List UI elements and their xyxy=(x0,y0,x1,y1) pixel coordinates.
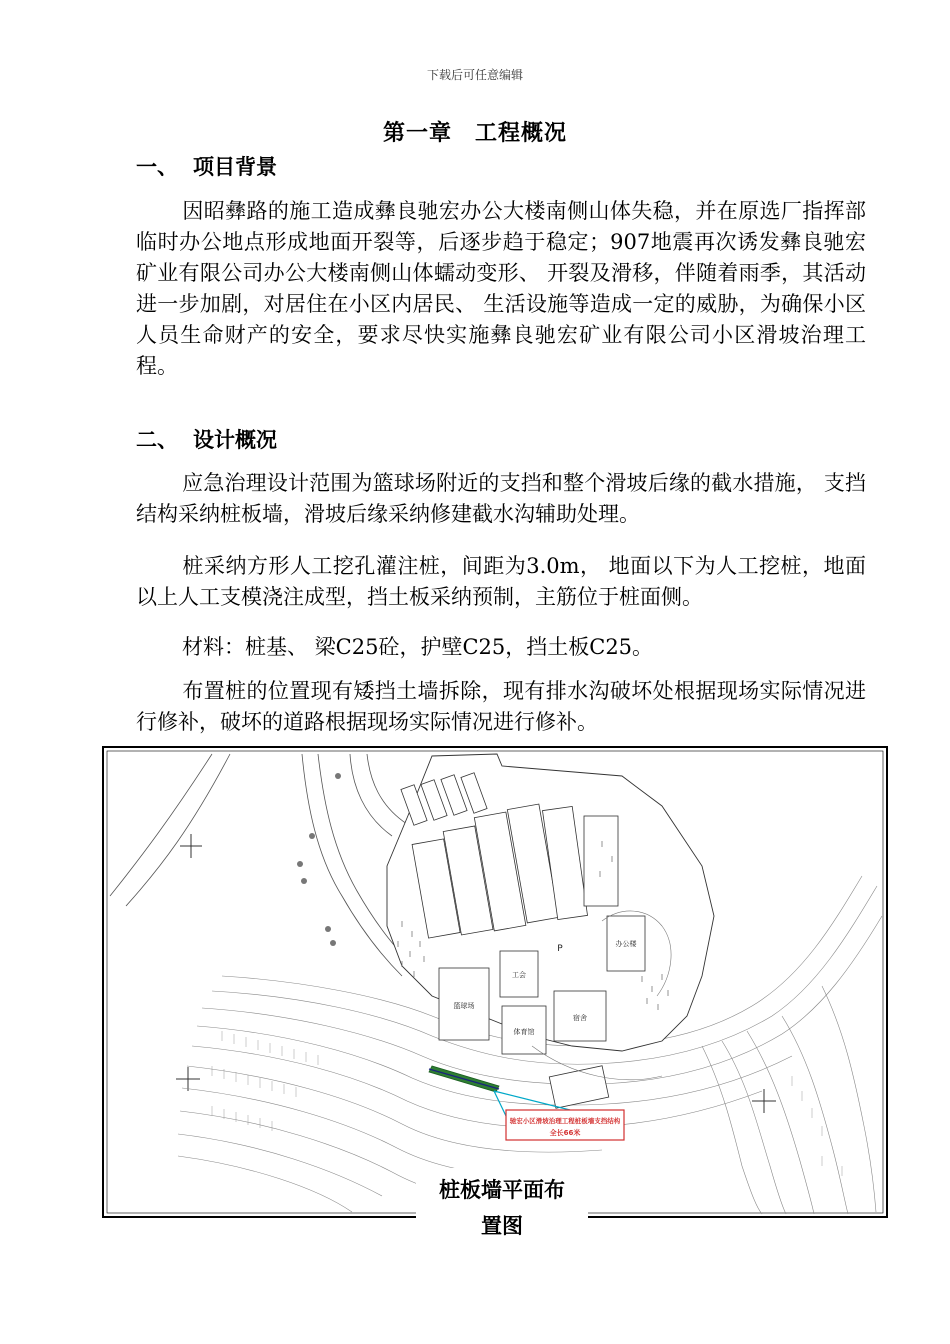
paragraph-text: 材料：桩基、 梁C25砼，护壁C25，挡土板C25。 xyxy=(182,635,654,659)
label-basketball-court: 篮球场 xyxy=(453,1002,475,1010)
section-number: 二、 xyxy=(136,428,178,452)
paragraph-text: 应急治理设计范围为篮球场附近的支挡和整个滑坡后缘的截水措施， 支挡结构采纳桩板墙，滑坡后缘采纳修建截水沟辅助处理。 xyxy=(136,471,866,526)
caption-line: 置图 xyxy=(481,1214,523,1238)
figure-caption xyxy=(416,1172,588,1244)
section-heading-background xyxy=(136,151,277,181)
header-note: 下载后可任意编辑 xyxy=(426,68,523,82)
caption-line: 桩板墙平面布 xyxy=(439,1178,565,1202)
paragraph-pile-method xyxy=(136,551,866,613)
label-dorm: 宿舍 xyxy=(573,1014,587,1022)
site-plan-drawing xyxy=(102,746,888,1218)
paragraph-materials xyxy=(136,632,866,663)
paragraph-text: 桩采纳方形人工挖孔灌注桩，间距为3.0m， 地面以下为人工挖桩，地面以上人工支模浇注成型，挡土板采纳预制，主筋位于桩面侧。 xyxy=(136,554,866,609)
callout-length: 全长66米 xyxy=(549,1129,581,1137)
paragraph-design-scope xyxy=(136,468,866,530)
paragraph-layout xyxy=(136,676,866,738)
label-gym: 体育馆 xyxy=(513,1028,535,1036)
section-title: 设计概况 xyxy=(193,428,277,452)
section-number: 一、 xyxy=(136,155,178,179)
label-office: 办公楼 xyxy=(615,940,637,948)
label-union: 工会 xyxy=(512,971,526,979)
callout-title: 驰宏小区滑坡治理工程桩板墙支挡结构 xyxy=(509,1117,621,1125)
paragraph-background xyxy=(136,196,866,382)
label-parking: P xyxy=(557,944,563,954)
paragraph-text: 布置桩的位置现有矮挡土墙拆除，现有排水沟破坏处根据现场实际情况进行修补，破坏的道路根据现场实际情况进行修补。 xyxy=(136,679,866,734)
chapter-title: 第一章 工程概况 xyxy=(382,121,567,146)
section-title: 项目背景 xyxy=(193,155,277,179)
paragraph-text: 因昭彝路的施工造成彝良驰宏办公大楼南侧山体失稳，并在原选厂指挥部临时办公地点形成地面开裂等，后逐步趋于稳定；907地震再次诱发彝良驰宏矿业有限公司办公大楼南侧山体蠕动变形、 开裂及滑移，伴随着雨季，其活动进一步加剧，对居住在小区内居民、 生活设施等造成一定的威胁，为确保小区人员生命财产的安全，要求尽快实施彝良驰宏矿业有限公司小区滑坡治理工程。 xyxy=(136,199,866,378)
section-heading-design xyxy=(136,424,277,454)
